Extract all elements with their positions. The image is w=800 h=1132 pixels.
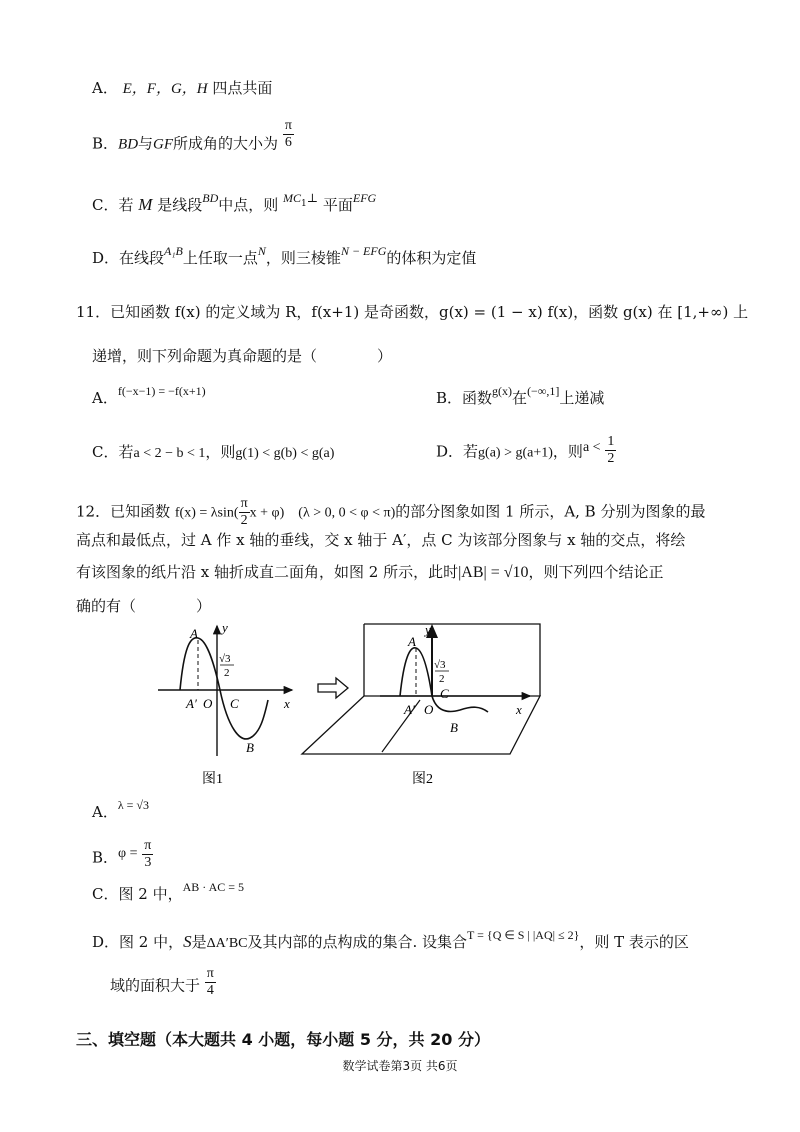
svg-text:O: O <box>203 696 213 711</box>
fraction-pi-3: $\frac{\pi}{3}$ <box>144 838 152 870</box>
svg-text:√3: √3 <box>219 653 231 665</box>
fraction-pi-2: $\frac{\pi}{2}$ <box>240 496 248 528</box>
q12-stem-line2: 高点和最低点，过 A 作 x 轴的垂线，交 x 轴于 A′，点 C 为该部分图象与 x 轴的交点，将绘 <box>76 531 686 549</box>
points-efgh: E，F，G，H <box>122 81 208 97</box>
fig2-horizontal-plane <box>302 696 540 754</box>
svg-text:2: 2 <box>439 673 445 685</box>
q12-figures <box>150 618 730 790</box>
page-footer: 数学试卷第3页 共6页 <box>342 1059 458 1073</box>
svg-text:2: 2 <box>224 667 230 679</box>
q12-stem-line4: 确的有（ ） <box>76 597 212 615</box>
fraction-1-2: $\frac{1}{2}$ <box>607 434 615 466</box>
q10-option-c: C．若 M 是线段$^{BD}$中点，则 $^{MC1\perp}$ 平面$^{EFG}$ <box>92 191 377 214</box>
q12-option-c: C．图 2 中，$^{AB \cdot AC = 5}$ <box>92 880 245 903</box>
q11-option-d: D．若g(a) > g(a+1)，则a < $\frac{1}{2}$ <box>436 434 615 466</box>
q10-option-a: A． E，F，G，H 四点共面 <box>92 79 273 97</box>
q11-option-a: A．$^{f(-x-1) = -f(x+1)}$ <box>92 384 206 407</box>
svg-text:√3: √3 <box>434 659 446 671</box>
fraction-pi-6: $\frac{\pi}{6}$ <box>284 118 292 150</box>
svg-text:B: B <box>450 720 458 735</box>
svg-text:A: A <box>190 626 198 641</box>
svg-text:B: B <box>246 740 254 755</box>
q12-stem-line1: 12．已知函数 f(x) = λsin( $\frac{\pi}{2}$ x + φ) (λ > 0, 0 < φ < π)的部分图象如图 1 所示，A, B 分别为图象的最 <box>76 496 706 528</box>
q11-stem-line2: 递增，则下列命题为真命题的是（ ） <box>92 347 393 365</box>
fig2-vertical-plane <box>364 624 540 696</box>
q10-option-b: B．BD与GF所成角的大小为 $\frac{\pi}{6}$ <box>92 118 292 153</box>
figure-1 <box>158 620 292 787</box>
q10-option-d: D．在线段$^{A_1B}$上任取一点$^N$，则三棱锥$^{N - EFG}$的体积为定值 <box>92 244 477 267</box>
q12-option-b: B．φ = $\frac{\pi}{3}$ <box>92 838 152 870</box>
q12-option-d-line2: 域的面积大于 $\frac{\pi}{4}$ <box>110 966 214 998</box>
svg-text:A: A <box>408 634 416 649</box>
svg-text:A′: A′ <box>404 702 415 717</box>
svg-text:y: y <box>425 622 431 637</box>
svg-text:图2: 图2 <box>412 772 433 787</box>
svg-text:O: O <box>424 702 434 717</box>
svg-text:y: y <box>222 620 228 635</box>
svg-text:C: C <box>230 696 239 711</box>
section-3-heading: 三、填空题（本大题共 4 小题，每小题 5 分，共 20 分） <box>76 1030 490 1049</box>
svg-text:图1: 图1 <box>202 772 223 787</box>
transform-arrow-icon <box>318 678 348 698</box>
svg-text:C: C <box>440 686 449 701</box>
q11-option-c: C．若a < 2 − b < 1，则g(1) < g(b) < g(a) <box>92 443 335 461</box>
svg-text:A′: A′ <box>186 696 197 711</box>
svg-text:x: x <box>284 696 290 711</box>
svg-text:x: x <box>516 702 522 717</box>
figure-2 <box>302 622 540 787</box>
q12-option-d-line1: D．图 2 中，S是ΔA′BC及其内部的点构成的集合. 设集合$^{T = \{Q \in S | |AQ| \le 2\}}$，则 T 表示的区 <box>92 928 689 951</box>
q12-stem-line3: 有该图象的纸片沿 x 轴折成直二面角，如图 2 所示，此时|AB| = √10，则下列四个结论正 <box>76 563 664 581</box>
q12-option-a: A．$^{\lambda = √3}$ <box>92 798 150 821</box>
fraction-pi-4: $\frac{\pi}{4}$ <box>206 966 214 998</box>
q11-stem-line1: 11．已知函数 f(x) 的定义域为 R，f(x+1) 是奇函数，g(x) = (1 − x) f(x)，函数 g(x) 在 [1,+∞) 上 <box>76 303 749 321</box>
q11-option-b: B．函数$^{g(x)}$在$^{(-\infty,1]}$上递减 <box>436 384 605 407</box>
